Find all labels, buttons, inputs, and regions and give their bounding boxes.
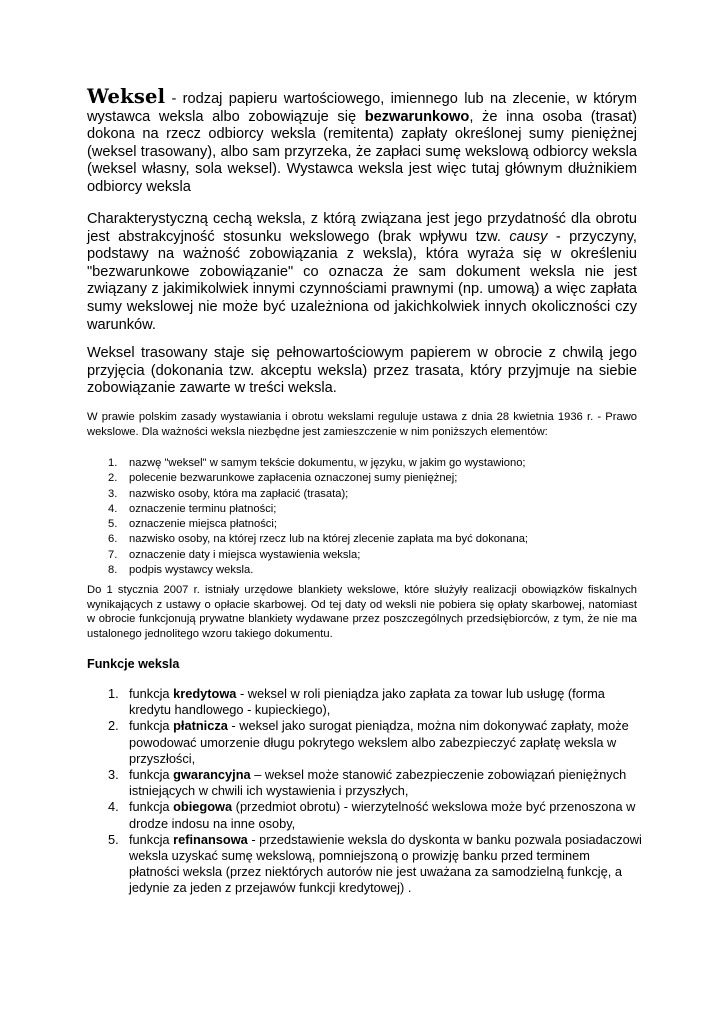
- list-item-number: 5.: [108, 831, 119, 847]
- intro-paragraph: [87, 85, 637, 197]
- function-description: (przedmiot obrotu) - wierzytelność wekslowa może być przenoszona w drodze indosu na inne osoby,: [129, 799, 636, 831]
- characteristic-italic-term: causy: [509, 228, 548, 245]
- list-item-number: 4.: [108, 502, 118, 515]
- list-item-number: 8.: [108, 564, 118, 577]
- function-prefix: funkcja: [129, 799, 174, 815]
- intro-text-2: , że inna osoba (trasat) dokona na rzecz odbiorcy weksla (remitenta) zapłaty określonej sumy pieniężnej (weksel trasowany), albo sam przyrzeka, że zapłaci sumę wekslową odbiorcy weksla (weksel własny, sola weksel). Wystawca weksla jest więc tutaj głównym dłużnikiem odbiorcy weksla: [87, 108, 637, 195]
- list-item: [87, 456, 637, 471]
- list-item-text: nazwisko osoby, która ma zapłacić (trasata);: [129, 487, 349, 500]
- function-description: - weksel jako surogat pieniądza, można nim dokonywać zapłaty, może powodować umorzenie długu pokrytego wekslem albo zabezpieczyć zapłatę weksla w przyszłości,: [129, 718, 629, 766]
- list-item-text: oznaczenie terminu płatności;: [129, 502, 277, 515]
- list-item: [87, 502, 637, 517]
- function-description: – weksel może stanowić zabezpieczenie zobowiązań pieniężnych istniejących w chwili ich wystawienia i przyszłych,: [129, 767, 627, 799]
- list-item: [87, 471, 637, 486]
- characteristic-text-2: - przyczyny, podstawy na ważność zobowiązania z weksla), która wyraża się w określeniu "bezwarunkowe zobowiązanie" co oznacza że sam dokument weksla nie jest związany z jakimikolwiek innymi czynnościami prawnymi (np. umową) a więc zapłata sumy wekslowej nie może być uzależniona od jakichkolwiek innych okoliczności czy warunków.: [87, 228, 637, 333]
- document-title: Weksel: [87, 85, 166, 108]
- list-item: [87, 517, 637, 532]
- intro-bold-term: bezwarunkowo: [364, 108, 470, 125]
- function-prefix: funkcja: [129, 718, 174, 734]
- functions-heading: Funkcje weksla: [87, 657, 180, 671]
- list-item-number: 7.: [108, 548, 118, 561]
- trasowany-paragraph: Weksel trasowany staje się pełnowartościowym papierem w obrocie z chwilą jego przyjęcia (dokonania tzw. akceptu weksla) przez trasata, który przyjmuje na siebie zobowiązanie zawarte w treści weksla.: [87, 345, 637, 397]
- required-elements-list: [87, 456, 637, 578]
- blanks-paragraph: Do 1 stycznia 2007 r. istniały urzędowe blankiety wekslowe, które służyły realizacji obowiązków fiskalnych wynikających z ustawy o opłacie skarbowej. Od tej daty od weksli nie pobiera się opłaty skarbowej, natomiast w obrocie funkcjonują prywatne blankiety wydawane przez poszczególnych przedsiębiorców, z tym, że nie ma ustalonego jednolitego wzoru takiego dokumentu.: [87, 584, 637, 640]
- characteristic-text-1: Charakterystyczną cechą weksla, z którą związana jest jego przydatność dla obrotu jest abstrakcyjność stosunku wekslowego (brak wpływu tzw.: [87, 211, 637, 245]
- list-item: [87, 487, 637, 502]
- list-item-number: 3.: [108, 767, 119, 783]
- function-name: gwarancyjna: [173, 767, 251, 783]
- list-item: [87, 563, 637, 578]
- list-item-number: 1.: [108, 457, 118, 469]
- list-item-number: 2.: [108, 472, 118, 485]
- characteristic-paragraph: [87, 211, 637, 334]
- list-item-text: oznaczenie miejsca płatności;: [129, 518, 277, 531]
- list-item-text: oznaczenie daty i miejsca wystawienia weksla;: [129, 548, 361, 561]
- functions-list: [87, 686, 642, 897]
- function-name: płatnicza: [173, 718, 228, 734]
- function-prefix: funkcja: [129, 686, 174, 701]
- function-description: - weksel w roli pieniądza jako zapłata za towar lub usługę (forma kredytu handlowego - kupieckiego),: [129, 686, 605, 718]
- function-prefix: funkcja: [129, 831, 174, 847]
- function-name: obiegowa: [173, 799, 233, 815]
- function-description: - przedstawienie weksla do dyskonta w banku pozwala posiadaczowi weksla uzyskać sumę wekslową, pomniejszoną o prowizję banku przed terminem płatności weksla (przez niektórych autorów nie jest uważana za samodzielną funkcję, a jedynie za jeden z przejawów funkcji kredytowej) .: [129, 831, 642, 896]
- law-paragraph: W prawie polskim zasady wystawiania i obrotu wekslami reguluje ustawa z dnia 28 kwietnia 1936 r. - Prawo wekslowe. Dla ważności weksla niezbędne jest zamieszczenie w nim poniższych elementów:: [87, 411, 637, 438]
- list-item-number: 3.: [108, 487, 118, 500]
- list-item-text: polecenie bezwarunkowe zapłacenia oznaczonej sumy pieniężnej;: [129, 472, 458, 485]
- list-item: [87, 548, 637, 563]
- list-item: [87, 799, 642, 831]
- list-item-number: 4.: [108, 799, 119, 815]
- list-item: [87, 686, 642, 718]
- list-item-number: 1.: [108, 686, 119, 701]
- list-item-number: 5.: [108, 518, 118, 531]
- list-item: [87, 532, 637, 547]
- function-prefix: funkcja: [129, 767, 174, 783]
- list-item-number: 2.: [108, 718, 119, 734]
- list-item-text: nazwisko osoby, na której rzecz lub na której zlecenie zapłata ma być dokonana;: [129, 533, 529, 546]
- function-name: kredytowa: [173, 686, 237, 701]
- list-item: [87, 767, 642, 799]
- list-item-number: 6.: [108, 533, 118, 546]
- list-item-text: podpis wystawcy weksla.: [129, 564, 254, 577]
- function-name: refinansowa: [173, 831, 248, 847]
- list-item: [87, 832, 642, 897]
- list-item-text: nazwę "weksel" w samym tekście dokumentu, w języku, w jakim go wystawiono;: [129, 457, 526, 469]
- list-item: [87, 718, 642, 767]
- intro-text-1: - rodzaj papieru wartościowego, imiennego lub na zlecenie, w którym wystawca weksla albo zobowiązuje się: [87, 91, 637, 125]
